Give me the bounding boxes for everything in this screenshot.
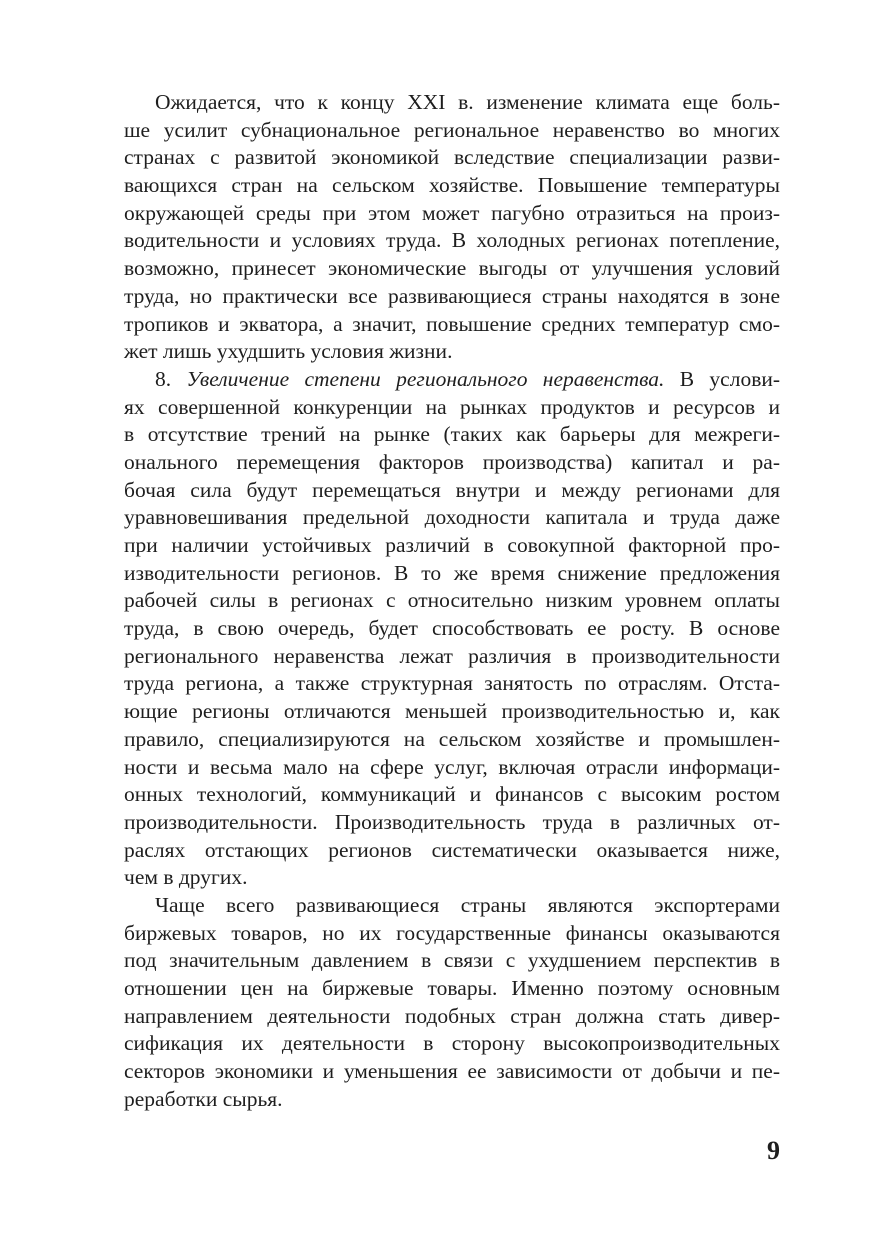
text-line: Ожидается, что к концу XXI в. изменение климата еще боль- [155,90,780,114]
paragraph-climate-inequality [124,89,780,366]
text-line: Чаще всего развивающиеся страны являются экспортерами [155,892,780,917]
text-line: ях совершенной конкуренции на рынках продуктов и ресурсов и [124,394,780,419]
text-line: раслях отстающих регионов систематически оказывается ниже, [124,837,780,862]
text-line: вающихся стран на сельском хозяйстве. Повышение температуры [124,173,780,198]
text-line: регионального неравенства лежат различия в производительности [124,643,780,668]
text-line: при наличии устойчивых различий в совокупной факторной про- [124,533,780,557]
text-line: отношении цен на биржевые товары. Именно поэтому основным [124,976,780,1000]
text-line: рабочей силы в регионах с относительно низким уровнем оплаты [124,588,780,613]
text-line: онных технологий, коммуникаций и финансов с высоким ростом [124,782,780,807]
text-line: возможно, принесет экономические выгоды от улучшения условий [124,256,780,281]
text-line: ности и весьма мало на сфере услуг, включая отрасли информаци- [124,754,780,779]
text-fragment: В услови- [679,366,781,391]
text-line: в отсутствие трений на рынке (таких как барьеры для межреги- [124,422,780,447]
text-line: тропиков и экватора, а значит, повышение средних температур смо- [124,311,780,336]
text-line: труда, в свою очередь, будет способствовать ее росту. В основе [124,616,780,641]
body-text [124,89,780,1113]
text-line: бочая сила будут перемещаться внутри и между регионами для [124,477,780,502]
text-line-lead [124,366,780,394]
text-line: направлением деятельности подобных стран должна стать дивер- [124,1003,780,1028]
text-line: под значительным давлением в связи с ухудшением перспектив в [124,948,780,973]
text-line: онального перемещения факторов производства) капитал и ра- [124,449,780,474]
text-line: уравновешивания предельной доходности капитала и труда даже [124,505,780,530]
text-line: изводительности регионов. В то же время снижение предложения [124,560,780,585]
section-heading-italic: Увеличение степени регионального неравенства. [186,366,665,391]
text-line: водительности и условиях труда. В холодных регионах потепление, [124,228,780,253]
text-line: реработки сырья. [124,1086,283,1111]
text-line: биржевых товаров, но их государственные финансы оказываются [124,920,780,945]
item-number: 8. [155,366,172,391]
text-line: ше усилит субнациональное региональное неравенство во многих [124,117,780,142]
text-line: производительности. Производительность труда в различных от- [124,809,780,834]
text-line: жет лишь ухудшить условия жизни. [124,339,453,364]
text-line: труда региона, а также структурная занятость по отраслям. Отста- [124,671,780,696]
paragraph-regional-inequality [124,366,780,892]
text-line: странах с развитой экономикой вследствие специализации разви- [124,145,780,170]
paragraph-commodity-exporters [124,892,780,1114]
text-line: труда, но практически все развивающиеся страны находятся в зоне [124,283,780,308]
text-line: правило, специализируются на сельском хозяйстве и промышлен- [124,726,780,751]
text-line: сификация их деятельности в сторону высокопроизводительных [124,1031,780,1056]
page-number: 9 [767,1136,780,1165]
text-line: окружающей среды при этом может пагубно отразиться на произ- [124,200,780,225]
text-line: секторов экономики и уменьшения ее зависимости от добычи и пе- [124,1059,780,1084]
text-line: ющие регионы отличаются меньшей производительностью и, как [124,699,780,724]
text-line: чем в других. [124,865,248,890]
